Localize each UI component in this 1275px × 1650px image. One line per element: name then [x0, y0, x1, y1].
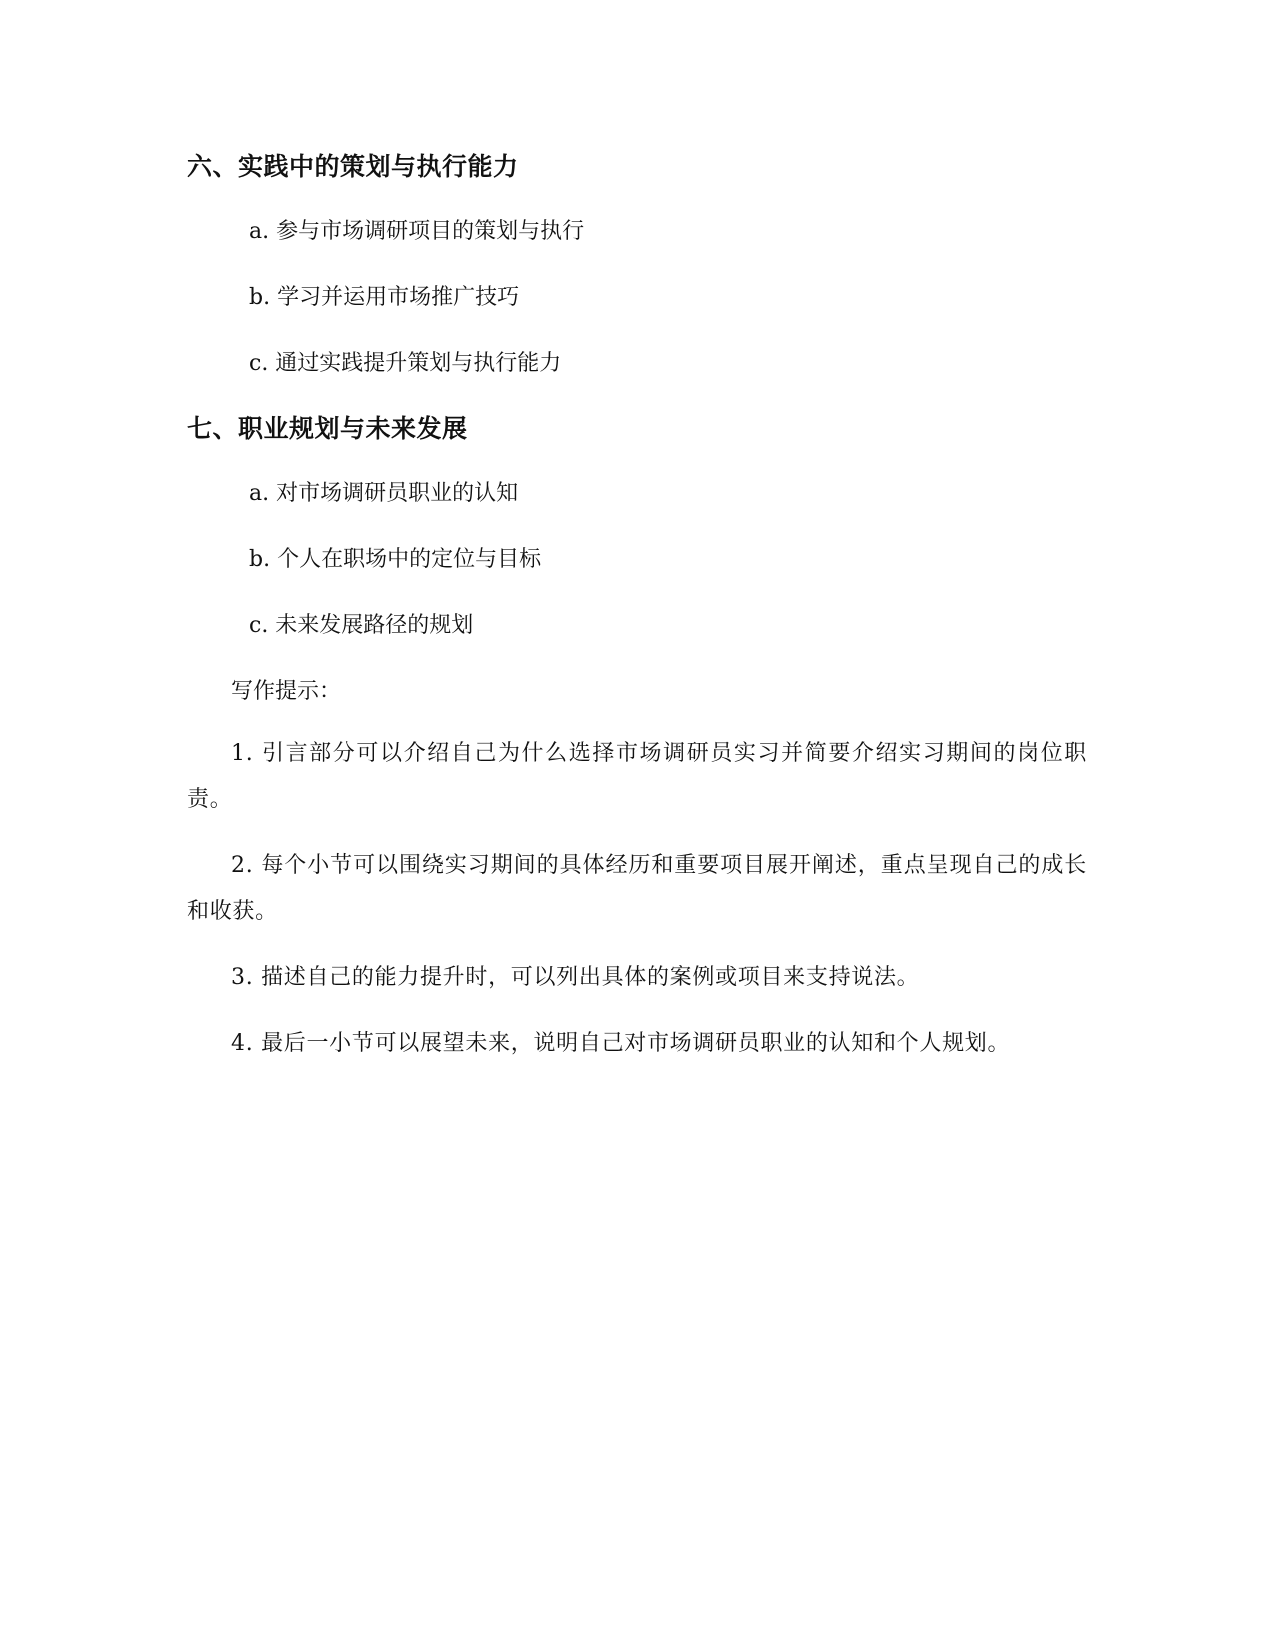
writing-tips: [187, 659, 1087, 1067]
section-practice-planning: [187, 135, 1087, 397]
writing-tip: 3. 描述自己的能力提升时，可以列出具体的案例或项目来支持说法。: [231, 965, 920, 990]
list-item: a. 对市场调研员职业的认知: [249, 481, 519, 506]
section-heading: 六、实践中的策划与执行能力: [187, 152, 519, 181]
list-item: a. 参与市场调研项目的策划与执行: [249, 219, 585, 244]
writing-tip: 4. 最后一小节可以展望未来，说明自己对市场调研员职业的认知和个人规划。: [231, 1031, 1011, 1056]
section-heading: 七、职业规划与未来发展: [187, 414, 468, 443]
writing-tip: 1. 引言部分可以介绍自己为什么选择市场调研员实习并简要介绍实习期间的岗位职责。: [187, 741, 1087, 812]
writing-tips-title: 写作提示：: [231, 679, 342, 704]
list-item: c. 通过实践提升策划与执行能力: [249, 351, 562, 376]
section-career-planning: [187, 397, 1087, 659]
list-item: b. 学习并运用市场推广技巧: [249, 285, 520, 310]
document-content: [187, 135, 1087, 1087]
list-item: b. 个人在职场中的定位与目标: [249, 547, 542, 572]
writing-tip: 2. 每个小节可以围绕实习期间的具体经历和重要项目展开阐述，重点呈现自己的成长和收获。: [187, 853, 1087, 924]
list-item: c. 未来发展路径的规划: [249, 613, 474, 638]
